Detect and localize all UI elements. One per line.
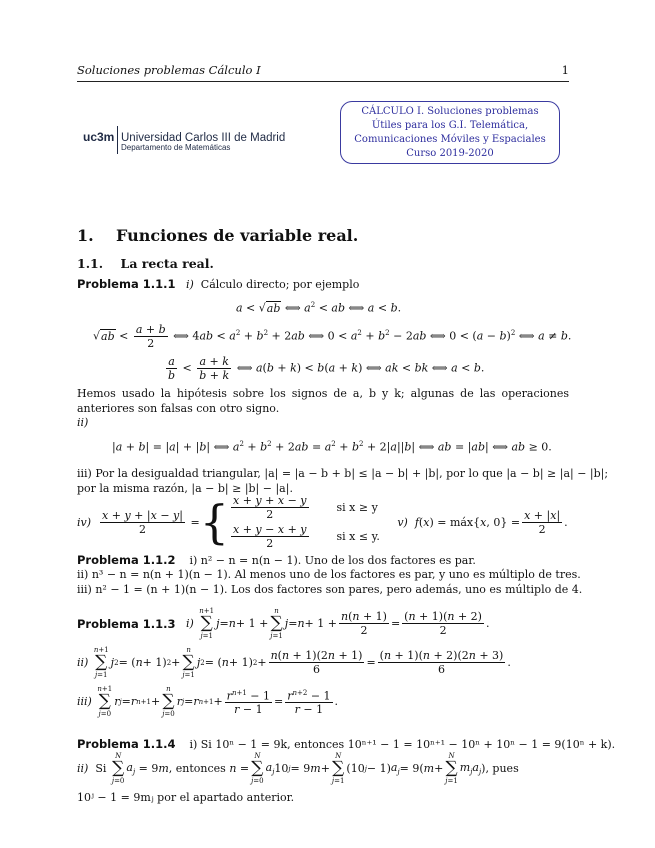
box-line-1: CÁLCULO I. Soluciones problemas [361,106,539,117]
problem-1-1-3-line-2: ii) n+1 ∑ j=1 j 2 = ( n + 1) 2 + n ∑ j=1 j 2 = ( n + 1) 2 + $\frac{n(n + 1)(2n + 1)}{6}$ = $\frac{(n + 1)(n + 2)(2n + 3)}{6}$ . [77,646,511,679]
part-label: i) [185,278,194,291]
section-title: Funciones de variable real. [115,226,359,245]
problem-1-1-2-line-2: ii) n³ − n = n(n + 1)(n − 1). Al menos uno de los factores es par, y uno es múltiplo de tres. [77,568,581,581]
text-si: Si [95,762,107,775]
subsection-title: La recta real. [120,256,214,271]
page-number: 1 [561,63,569,77]
logo-divider [117,126,118,154]
problem-1-1-2-line-1 [77,553,476,568]
part-label: ii) [77,656,89,669]
problem-1-1-3-line-3: iii) n+1 ∑ j=0 r j = r n+1 + n ∑ j=0 r j = r n+1 + $\frac{r^{n+1} - 1}{r - 1}$ = $\frac{r^{n+2} - 1}{r - 1}$ . [77,685,339,718]
part-label: iii) [77,695,92,708]
equation-4: |a + b| = |a| + |b| ⟺ $a^2 + b^2 + 2ab = a^2 + b^2 + 2|a||b|$ ⟺ ab = |ab| ⟺ ab ≥ 0. [112,440,552,454]
section-heading [77,226,358,245]
university-logo [83,126,286,152]
problem-1-1-4-line-2: ii) Si N ∑ j=0 $a_j$ = 9 m , entonces n = N ∑ j=0 $a_j$ 10 j = 9 m + N ∑ j=1 (10 j − 1) $a_j$ = 9( m + N ∑ j=1 $m_ja_j$ ) , pues [77,752,519,785]
course-title-box [340,101,560,164]
part-label: iv) [77,515,92,529]
box-line-2: Útiles para los G.I. Telemática, [371,120,529,131]
problem-label: Problema 1.1.1 [77,277,176,291]
problem-label: Problema 1.1.4 [77,737,176,751]
part-iii-line-2: por la misma razón, |a − b| ≥ |b| − |a|. [77,482,293,495]
problem-text: i) Si 10ⁿ − 1 = 9k, entonces 10ⁿ⁺¹ − 1 = 10ⁿ⁺¹ − 10ⁿ + 10ⁿ − 1 = 9(10ⁿ + k). [189,738,616,751]
section-number: 1. [77,226,94,245]
part-label: ii) [77,762,89,775]
part-label: v) [397,515,408,529]
equation-3: $\frac{a}{b}$ < $\frac{a + k}{b + k}$ ⟺ a(b + k) < b(a + k) ⟺ ak < bk ⟺ a < b. [168,355,485,382]
equation-5: iv) $\frac{x + y + |x - y|}{2}$ = { $\frac{x + y + x - y}{2}$ si x ≥ y $\frac{x + y - x + y}{2}$ si x ≤ y. v) f ( x ) = máx{ x , 0} = $\frac{x + |x|}{2}$ . [77,494,568,550]
equation-1: a < √ab ⟺ $a^2$ < ab ⟺ a < b. [236,301,402,315]
logo-department: Departamento de Matemáticas [121,143,231,152]
problem-1-1-4-line-3: 10ʲ − 1 = 9mⱼ por el apartado anterior. [77,791,295,804]
text-pues: , pues [485,762,519,775]
problem-1-1-1-note: Hemos usado la hipótesis sobre los signos de a, b y k; algunas de las operaciones anteriores son falsas con otro signo. [77,387,569,415]
subsection-heading [77,256,214,271]
problem-text: Cálculo directo; por ejemplo [200,278,360,291]
equation-2: √ab < $\frac{a + b}{2}$ ⟺ $4ab < a^2 + b^2 + 2ab$ ⟺ $0 < a^2 + b^2 - 2ab$ ⟺ $0 < (a - b)^2$ ⟺ a ≠ b. [93,323,572,350]
case-condition-2: si x ≤ y. [336,530,380,543]
logo-university: Universidad Carlos III de Madrid [121,132,286,144]
part-ii-label: ii) [77,416,89,429]
part-label: i) [185,617,194,630]
subsection-number: 1.1. [77,256,104,271]
running-title: Soluciones problemas Cálculo I [77,63,261,77]
header-rule [77,81,569,82]
problem-1-1-1-intro [77,277,359,292]
box-line-3: Comunicaciones Móviles y Espaciales [354,134,546,145]
problem-1-1-4-line-1 [77,737,615,752]
problem-1-1-3-line-1: Problema 1.1.3 i) n+1 ∑ j=1 j = n + 1 + n ∑ j=1 j = n + 1 + $\frac{n(n + 1)}{2}$ = $\frac{(n + 1)(n + 2)}{2}$ . [77,607,490,640]
box-line-4: Curso 2019-2020 [406,148,494,159]
problem-text: i) n² − n = n(n − 1). Uno de los dos factores es par. [189,554,476,567]
running-header [77,63,569,77]
problem-1-1-2-line-3: iii) n² − 1 = (n + 1)(n − 1). Los dos factores son pares, pero además, uno es múltiplo de 4. [77,583,583,596]
text-entonces: , entonces [168,762,226,775]
part-iii-line-1: iii) Por la desigualdad triangular, |a| = |a − b + b| ≤ |a − b| + |b|, por lo que |a − b| ≥ |a| − |b|; [77,467,609,480]
case-condition-1: si x ≥ y [336,501,378,514]
problem-label: Problema 1.1.3 [77,616,176,631]
logo-brand: uc3m [83,130,115,144]
problem-label: Problema 1.1.2 [77,553,176,567]
